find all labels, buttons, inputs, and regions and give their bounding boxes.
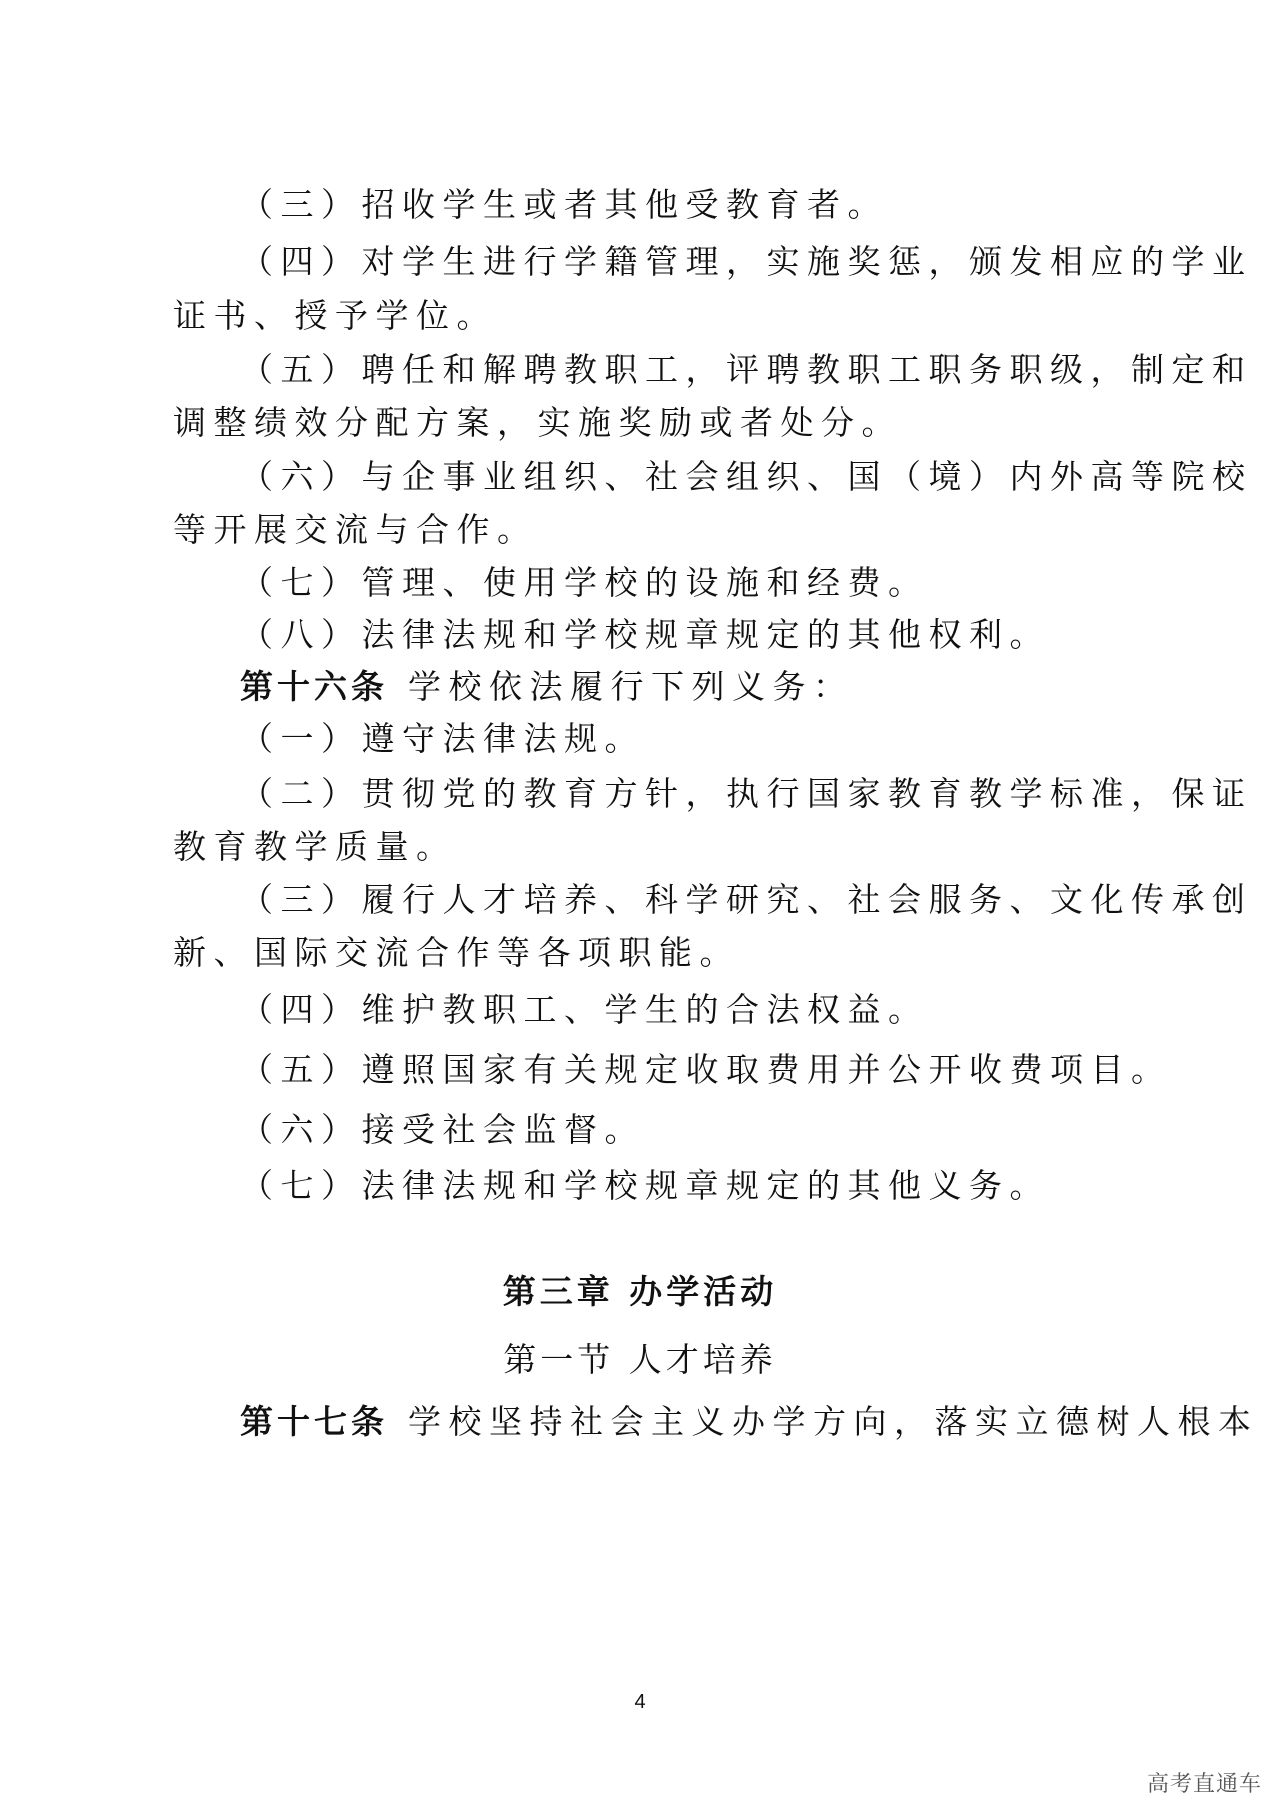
list-item: （三）招收学生或者其他受教育者。 xyxy=(240,185,888,224)
list-item-continuation: 教育教学质量。 xyxy=(173,827,457,866)
list-item: （三）履行人才培养、科学研究、社会服务、文化传承创 xyxy=(240,880,1253,919)
list-item-continuation: 新、国际交流合作等各项职能。 xyxy=(173,933,740,972)
list-item: （七）法律法规和学校规章规定的其他义务。 xyxy=(240,1166,1050,1205)
page-number: 4 xyxy=(634,1691,646,1713)
list-item: （一）遵守法律法规。 xyxy=(240,719,645,758)
list-item: （八）法律法规和学校规章规定的其他权利。 xyxy=(240,615,1050,654)
article-number: 第十六条 xyxy=(240,667,388,706)
list-item: （六）接受社会监督。 xyxy=(240,1110,645,1149)
article-number: 第十七条 xyxy=(240,1402,388,1441)
article-text: 学校坚持社会主义办学方向，落实立德树人根本 xyxy=(408,1402,1259,1441)
list-item-continuation: 调整绩效分配方案，实施奖励或者处分。 xyxy=(173,403,902,442)
watermark: 高考直通车 xyxy=(1146,1772,1262,1797)
list-item-continuation: 等开展交流与合作。 xyxy=(173,510,538,549)
list-item: （六）与企事业组织、社会组织、国（境）内外高等院校 xyxy=(240,457,1253,496)
article-17 xyxy=(240,1402,1259,1442)
list-item: （二）贯彻党的教育方针，执行国家教育教学标准，保证 xyxy=(240,774,1253,813)
list-item: （四）对学生进行学籍管理，实施奖惩，颁发相应的学业 xyxy=(240,242,1253,281)
list-item: （四）维护教职工、学生的合法权益。 xyxy=(240,990,929,1029)
list-item: （五）遵照国家有关规定收取费用并公开收费项目。 xyxy=(240,1050,1172,1089)
article-text: 学校依法履行下列义务： xyxy=(408,667,854,706)
list-item: （七）管理、使用学校的设施和经费。 xyxy=(240,563,929,602)
article-16 xyxy=(240,667,1123,707)
list-item: （五）聘任和解聘教职工，评聘教职工职务职级，制定和 xyxy=(240,350,1253,389)
chapter-title: 第三章 办学活动 xyxy=(502,1272,778,1311)
section-title: 第一节 人才培养 xyxy=(503,1340,777,1379)
list-item-continuation: 证书、授予学位。 xyxy=(173,296,497,335)
